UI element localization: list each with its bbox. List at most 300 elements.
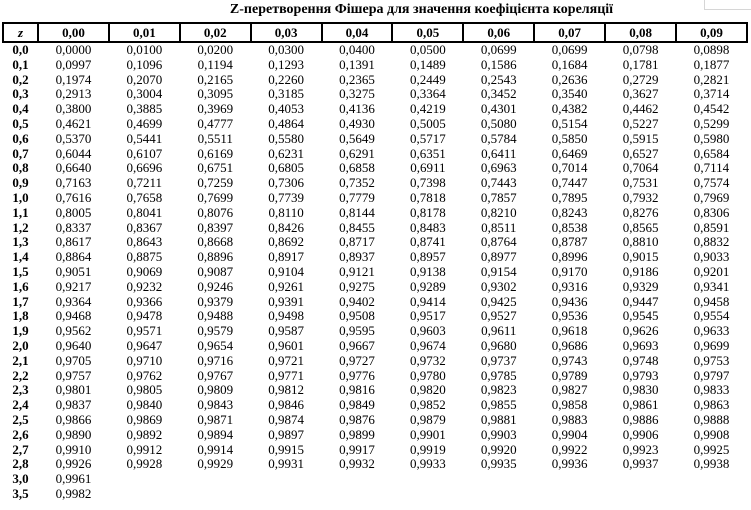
- value-cell: 0,9823: [480, 383, 517, 398]
- value-cell: 0,9827: [551, 383, 588, 398]
- value-cell: 0,7398: [410, 176, 446, 191]
- value-cell: 0,6696: [126, 161, 163, 176]
- column-header: 0,04: [322, 23, 393, 42]
- table-row: [3, 250, 747, 265]
- z-value-cell: 0,6: [12, 131, 29, 146]
- value-cell: 0,9920: [480, 442, 517, 457]
- value-cell: 0,9762: [126, 368, 163, 383]
- value-cell: 0,7531: [622, 176, 659, 191]
- value-cell: 0,8741: [410, 235, 446, 250]
- value-cell: 0,9897: [268, 427, 304, 442]
- value-cell: 0,8717: [339, 235, 375, 250]
- value-cell: 0,7574: [693, 176, 730, 191]
- value-cell: 0,5915: [622, 131, 659, 146]
- value-cell: 0,5005: [410, 116, 446, 131]
- value-cell: 0,9667: [339, 338, 375, 353]
- value-cell: 0,6291: [339, 146, 375, 161]
- value-cell: 0,7064: [622, 161, 659, 176]
- value-cell: 0,5441: [126, 131, 163, 146]
- value-cell: 0,5227: [622, 116, 659, 131]
- value-cell: 0,8367: [126, 220, 163, 235]
- value-cell: 0,4542: [693, 102, 730, 117]
- value-cell: 0,8511: [481, 220, 517, 235]
- value-cell: 0,8565: [622, 220, 659, 235]
- table-row: [3, 102, 747, 117]
- value-cell: [463, 472, 534, 487]
- value-cell: 0,9931: [268, 457, 304, 472]
- value-cell: 0,6584: [693, 146, 730, 161]
- value-cell: 0,0300: [268, 42, 304, 57]
- z-value-cell: 0,1: [12, 57, 29, 72]
- value-cell: 0,9925: [693, 442, 730, 457]
- value-cell: 0,8455: [339, 220, 375, 235]
- value-cell: 0,0898: [693, 42, 730, 57]
- value-cell: 0,7447: [551, 176, 588, 191]
- value-cell: 0,1391: [339, 57, 375, 72]
- value-cell: 0,9830: [622, 383, 659, 398]
- value-cell: 0,9928: [126, 457, 163, 472]
- value-cell: 0,9816: [339, 383, 375, 398]
- table-row: [3, 280, 747, 295]
- z-value-cell: 1,5: [12, 264, 29, 279]
- table-row: [3, 383, 747, 398]
- value-cell: 0,9915: [268, 442, 304, 457]
- table-row: [3, 73, 747, 88]
- value-cell: 0,9154: [480, 264, 517, 279]
- value-cell: 0,9217: [55, 279, 92, 294]
- value-cell: 0,9888: [693, 412, 730, 427]
- value-cell: 0,8276: [622, 205, 659, 220]
- value-cell: 0,9316: [551, 279, 588, 294]
- value-cell: 0,3185: [268, 87, 304, 102]
- value-cell: 0,9329: [622, 279, 659, 294]
- table-row: [3, 324, 747, 339]
- value-cell: 0,9912: [126, 442, 163, 457]
- table-row: [3, 206, 747, 221]
- value-cell: 0,9858: [551, 398, 588, 413]
- value-cell: 0,9881: [480, 412, 517, 427]
- value-cell: 0,9917: [339, 442, 375, 457]
- value-cell: 0,0500: [410, 42, 446, 57]
- value-cell: 0,9611: [481, 324, 517, 339]
- value-cell: 0,6911: [410, 161, 446, 176]
- value-cell: 0,4699: [126, 116, 163, 131]
- z-value-cell: 1,1: [12, 205, 29, 220]
- value-cell: 0,9871: [197, 412, 234, 427]
- table-row: [3, 221, 747, 236]
- z-value-cell: 0,0: [12, 42, 29, 57]
- value-cell: 0,3095: [197, 87, 234, 102]
- value-cell: 0,7932: [622, 190, 659, 205]
- value-cell: 0,2636: [551, 72, 588, 87]
- value-cell: 0,9876: [339, 412, 375, 427]
- value-cell: 0,7306: [268, 176, 304, 191]
- value-cell: 0,8787: [551, 235, 588, 250]
- value-cell: [676, 472, 747, 487]
- z-value-cell: 2,7: [12, 442, 29, 457]
- value-cell: 0,9833: [693, 383, 730, 398]
- value-cell: 0,6858: [339, 161, 375, 176]
- value-cell: 0,1974: [55, 72, 92, 87]
- value-cell: 0,6411: [481, 146, 517, 161]
- value-cell: 0,1877: [693, 57, 730, 72]
- value-cell: 0,9869: [126, 412, 163, 427]
- value-cell: 0,9498: [268, 309, 304, 324]
- value-cell: 0,0798: [622, 42, 659, 57]
- value-cell: 0,9508: [339, 309, 375, 324]
- value-cell: 0,9710: [126, 353, 163, 368]
- value-cell: 0,8977: [480, 250, 517, 265]
- z-value-cell: 3,0: [12, 472, 29, 487]
- z-value-cell: 0,2: [12, 72, 29, 87]
- z-value-cell: 0,8: [12, 161, 29, 176]
- value-cell: 0,5299: [693, 116, 730, 131]
- value-cell: 0,1489: [410, 57, 446, 72]
- table-body: [3, 42, 747, 502]
- value-cell: 0,9341: [693, 279, 730, 294]
- value-cell: 0,1096: [126, 57, 163, 72]
- value-cell: 0,9776: [339, 368, 375, 383]
- value-cell: 0,9232: [126, 279, 163, 294]
- value-cell: 0,3004: [126, 87, 163, 102]
- value-cell: 0,7259: [197, 176, 234, 191]
- z-value-cell: 2,4: [12, 398, 29, 413]
- value-cell: 0,9275: [339, 279, 375, 294]
- value-cell: 0,1194: [197, 57, 233, 72]
- value-cell: 0,9414: [410, 294, 446, 309]
- value-cell: 0,5850: [551, 131, 588, 146]
- value-cell: 0,8483: [410, 220, 446, 235]
- value-cell: 0,8538: [551, 220, 588, 235]
- z-value-cell: 1,7: [12, 294, 29, 309]
- value-cell: [605, 487, 676, 502]
- table-row: [3, 457, 747, 472]
- value-cell: 0,9626: [622, 324, 659, 339]
- value-cell: 0,9536: [551, 309, 588, 324]
- value-cell: 0,9748: [622, 353, 659, 368]
- table-row: [3, 354, 747, 369]
- z-value-cell: 1,4: [12, 250, 29, 265]
- z-value-cell: 1,2: [12, 220, 29, 235]
- table-row: [3, 265, 747, 280]
- value-cell: 0,8337: [55, 220, 92, 235]
- value-cell: 0,2821: [693, 72, 730, 87]
- value-cell: 0,4864: [268, 116, 304, 131]
- value-cell: 0,9919: [410, 442, 446, 457]
- value-cell: 0,3800: [55, 102, 92, 117]
- z-value-cell: 2,8: [12, 457, 29, 472]
- value-cell: 0,6169: [197, 146, 234, 161]
- value-cell: 0,7163: [55, 176, 92, 191]
- value-cell: 0,9837: [55, 398, 92, 413]
- value-cell: 0,4301: [480, 102, 517, 117]
- value-cell: 0,8076: [197, 205, 234, 220]
- value-cell: 0,1586: [480, 57, 517, 72]
- value-cell: 0,9914: [197, 442, 234, 457]
- value-cell: 0,9554: [693, 309, 730, 324]
- value-cell: 0,9846: [268, 398, 304, 413]
- value-cell: 0,3364: [410, 87, 446, 102]
- table-row: [3, 413, 747, 428]
- value-cell: [392, 487, 463, 502]
- value-cell: 0,9571: [126, 324, 163, 339]
- value-cell: 0,4930: [339, 116, 375, 131]
- value-cell: 0,9087: [197, 264, 234, 279]
- value-cell: 0,9852: [410, 398, 446, 413]
- value-cell: 0,9686: [551, 338, 588, 353]
- table-row: [3, 191, 747, 206]
- value-cell: 0,9716: [197, 353, 234, 368]
- value-cell: 0,9933: [410, 457, 446, 472]
- value-cell: [676, 487, 747, 502]
- z-column-header: z: [3, 23, 38, 42]
- value-cell: 0,9478: [126, 309, 163, 324]
- value-cell: [251, 487, 322, 502]
- column-header: 0,01: [109, 23, 180, 42]
- value-cell: 0,6805: [268, 161, 304, 176]
- value-cell: 0,6107: [126, 146, 163, 161]
- z-value-cell: 0,4: [12, 102, 29, 117]
- value-cell: 0,4382: [551, 102, 588, 117]
- value-cell: 0,9809: [197, 383, 234, 398]
- value-cell: 0,9633: [693, 324, 730, 339]
- value-cell: 0,9391: [268, 294, 304, 309]
- value-cell: 0,7857: [480, 190, 517, 205]
- value-cell: 0,9545: [622, 309, 659, 324]
- table-row: [3, 87, 747, 102]
- table-row: [3, 487, 747, 502]
- value-cell: 0,3885: [126, 102, 163, 117]
- z-value-cell: 1,6: [12, 279, 29, 294]
- value-cell: 0,9906: [622, 427, 659, 442]
- value-cell: 0,8832: [693, 235, 730, 250]
- value-cell: 0,9680: [480, 338, 517, 353]
- value-cell: 0,9793: [622, 368, 659, 383]
- header-row: [3, 23, 747, 42]
- value-cell: 0,8643: [126, 235, 163, 250]
- value-cell: 0,9402: [339, 294, 375, 309]
- z-value-cell: 2,5: [12, 412, 29, 427]
- value-cell: 0,3540: [551, 87, 588, 102]
- value-cell: 0,9618: [551, 324, 588, 339]
- value-cell: 0,9517: [410, 309, 446, 324]
- value-cell: 0,8397: [197, 220, 234, 235]
- value-cell: 0,9780: [410, 368, 446, 383]
- value-cell: 0,9926: [55, 457, 92, 472]
- fisher-z-table: [2, 22, 748, 502]
- value-cell: 0,8937: [339, 250, 375, 265]
- value-cell: 0,9886: [622, 412, 659, 427]
- value-cell: 0,9674: [410, 338, 446, 353]
- value-cell: 0,9364: [55, 294, 92, 309]
- table-row: [3, 443, 747, 458]
- table-row: [3, 295, 747, 310]
- z-value-cell: 2,0: [12, 338, 29, 353]
- value-cell: 0,8864: [55, 250, 92, 265]
- value-cell: 0,9186: [622, 264, 659, 279]
- value-cell: 0,9840: [126, 398, 163, 413]
- value-cell: 0,9201: [693, 264, 730, 279]
- z-value-cell: 2,1: [12, 353, 29, 368]
- value-cell: 0,9447: [622, 294, 659, 309]
- z-value-cell: 1,8: [12, 309, 29, 324]
- value-cell: 0,9801: [55, 383, 92, 398]
- value-cell: 0,9579: [197, 324, 234, 339]
- column-header: 0,05: [392, 23, 463, 42]
- value-cell: [109, 487, 180, 502]
- value-cell: 0,9121: [339, 264, 375, 279]
- value-cell: 0,9892: [126, 427, 163, 442]
- table-row: [3, 235, 747, 250]
- value-cell: 0,8996: [551, 250, 588, 265]
- table-row: [3, 369, 747, 384]
- value-cell: 0,9910: [55, 442, 92, 457]
- value-cell: [180, 487, 251, 502]
- value-cell: 0,6044: [55, 146, 92, 161]
- value-cell: 0,9849: [339, 398, 375, 413]
- value-cell: 0,1684: [551, 57, 588, 72]
- value-cell: 0,5649: [339, 131, 375, 146]
- value-cell: 0,9458: [693, 294, 730, 309]
- value-cell: 0,2913: [55, 87, 92, 102]
- value-cell: 0,9601: [268, 338, 304, 353]
- value-cell: 0,3452: [480, 87, 517, 102]
- value-cell: 0,9797: [693, 368, 730, 383]
- value-cell: 0,9069: [126, 264, 163, 279]
- value-cell: 0,9767: [197, 368, 234, 383]
- value-cell: 0,9805: [126, 383, 163, 398]
- table-header: [3, 23, 747, 42]
- value-cell: 0,7211: [126, 176, 162, 191]
- value-cell: 0,9488: [197, 309, 234, 324]
- value-cell: 0,8617: [55, 235, 92, 250]
- value-cell: 0,9436: [551, 294, 588, 309]
- value-cell: 0,2449: [410, 72, 446, 87]
- value-cell: 0,9753: [693, 353, 730, 368]
- value-cell: 0,9757: [55, 368, 92, 383]
- value-cell: 0,0699: [480, 42, 517, 57]
- value-cell: 0,2260: [268, 72, 304, 87]
- z-value-cell: 3,5: [12, 486, 29, 501]
- value-cell: 0,8426: [268, 220, 304, 235]
- value-cell: 0,7895: [551, 190, 588, 205]
- value-cell: 0,7818: [410, 190, 446, 205]
- value-cell: 0,4053: [268, 102, 304, 117]
- value-cell: 0,3714: [693, 87, 730, 102]
- value-cell: [251, 472, 322, 487]
- value-cell: 0,0997: [55, 57, 92, 72]
- value-cell: 0,0000: [55, 42, 92, 57]
- value-cell: 0,8764: [480, 235, 517, 250]
- value-cell: 0,9866: [55, 412, 92, 427]
- value-cell: 0,9732: [410, 353, 446, 368]
- table-row: [3, 42, 747, 58]
- value-cell: 0,6351: [410, 146, 446, 161]
- value-cell: 0,8875: [126, 250, 163, 265]
- value-cell: 0,9425: [480, 294, 517, 309]
- value-cell: 0,8005: [55, 205, 92, 220]
- value-cell: 0,9812: [268, 383, 304, 398]
- value-cell: 0,9379: [197, 294, 234, 309]
- value-cell: 0,9908: [693, 427, 730, 442]
- column-header: 0,08: [605, 23, 676, 42]
- z-value-cell: 0,5: [12, 116, 29, 131]
- value-cell: [605, 472, 676, 487]
- z-value-cell: 2,3: [12, 383, 29, 398]
- value-cell: [180, 472, 251, 487]
- value-cell: 0,9899: [339, 427, 375, 442]
- value-cell: 0,9595: [339, 324, 375, 339]
- value-cell: 0,9051: [55, 264, 92, 279]
- value-cell: 0,8896: [197, 250, 234, 265]
- table-row: [3, 398, 747, 413]
- value-cell: 0,8210: [480, 205, 517, 220]
- value-cell: 0,8243: [551, 205, 588, 220]
- value-cell: 0,4136: [339, 102, 375, 117]
- table-row: [3, 339, 747, 354]
- value-cell: 0,9894: [197, 427, 234, 442]
- value-cell: 0,4462: [622, 102, 659, 117]
- value-cell: [109, 472, 180, 487]
- value-cell: 0,9771: [268, 368, 304, 383]
- value-cell: 0,8810: [622, 235, 659, 250]
- value-cell: 0,9727: [339, 353, 375, 368]
- value-cell: 0,7352: [339, 176, 375, 191]
- z-value-cell: 1,9: [12, 324, 29, 339]
- value-cell: 0,9261: [268, 279, 304, 294]
- value-cell: 0,9820: [410, 383, 446, 398]
- value-cell: 0,9938: [693, 457, 730, 472]
- value-cell: 0,9904: [551, 427, 588, 442]
- value-cell: 0,8591: [693, 220, 730, 235]
- z-value-cell: 1,0: [12, 190, 29, 205]
- value-cell: 0,4777: [197, 116, 234, 131]
- value-cell: 0,7779: [339, 190, 375, 205]
- value-cell: 0,9654: [197, 338, 234, 353]
- value-cell: 0,9879: [410, 412, 446, 427]
- value-cell: 0,9699: [693, 338, 730, 353]
- value-cell: 0,8668: [197, 235, 234, 250]
- table-row: [3, 161, 747, 176]
- value-cell: 0,0100: [126, 42, 163, 57]
- table-row: [3, 472, 747, 487]
- value-cell: 0,5580: [268, 131, 304, 146]
- value-cell: 0,8692: [268, 235, 304, 250]
- value-cell: 0,9961: [55, 472, 92, 487]
- value-cell: 0,9468: [55, 309, 92, 324]
- value-cell: 0,5154: [551, 116, 588, 131]
- value-cell: 0,7739: [268, 190, 304, 205]
- value-cell: 0,0400: [339, 42, 375, 57]
- value-cell: 0,9104: [268, 264, 304, 279]
- table-row: [3, 147, 747, 162]
- value-cell: [322, 472, 393, 487]
- value-cell: 0,9705: [55, 353, 92, 368]
- value-cell: 0,3969: [197, 102, 234, 117]
- value-cell: 0,9289: [410, 279, 446, 294]
- value-cell: 0,5784: [480, 131, 517, 146]
- value-cell: 0,7658: [126, 190, 163, 205]
- value-cell: 0,9863: [693, 398, 730, 413]
- value-cell: 0,9785: [480, 368, 517, 383]
- value-cell: 0,8110: [268, 205, 304, 220]
- value-cell: 0,9937: [622, 457, 659, 472]
- value-cell: 0,2165: [197, 72, 234, 87]
- value-cell: 0,9366: [126, 294, 163, 309]
- value-cell: 0,7114: [693, 161, 730, 176]
- value-cell: 0,7443: [480, 176, 517, 191]
- value-cell: 0,0699: [551, 42, 588, 57]
